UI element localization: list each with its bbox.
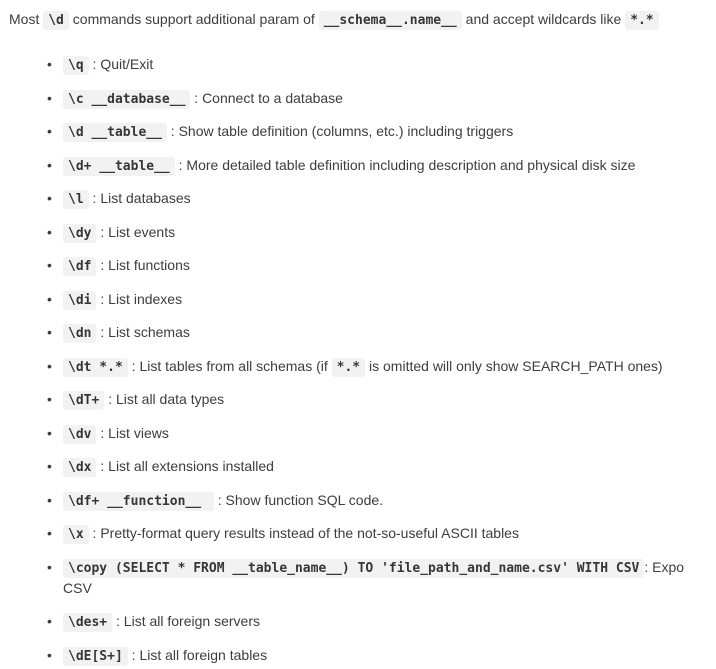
bullet-marker: • [47, 257, 52, 273]
list-item [47, 611, 716, 632]
text-segment: is omitted will only show SEARCH_PATH ones) [365, 357, 663, 374]
inline-code: \dx [63, 458, 96, 477]
inline-code: \des+ [63, 613, 112, 632]
inline-code: \x [63, 525, 89, 544]
text-segment: : Show function SQL code. [213, 491, 384, 508]
list-item [47, 54, 716, 75]
inline-code: *.* [625, 11, 658, 30]
bullet-marker: • [47, 56, 52, 72]
bullet-marker: • [47, 424, 52, 441]
inline-code: \d+ __table__ [63, 157, 175, 176]
bullet-marker: • [47, 223, 52, 240]
text-segment: : Connect to a database [190, 89, 343, 106]
inline-code: \di [63, 291, 96, 310]
list-item [47, 523, 716, 544]
text-segment: : List functions [96, 257, 190, 273]
bullet-marker: • [47, 525, 52, 541]
bullet-marker: • [47, 458, 52, 474]
intro-paragraph [0, 0, 716, 30]
inline-code: __schema__.name__ [319, 11, 462, 30]
text-segment: : List indexes [96, 290, 183, 307]
list-item [47, 490, 716, 511]
bullet-marker: • [47, 357, 52, 374]
inline-code: \dv [63, 425, 96, 444]
bullet-marker: • [47, 391, 52, 407]
inline-code: \dT+ [63, 391, 104, 410]
list-item [47, 121, 716, 142]
inline-code: \df [63, 257, 96, 276]
text-segment: : Pretty-format query results instead of the not-so-useful ASCII tables [88, 525, 519, 541]
bullet-marker: • [47, 324, 52, 340]
inline-code: \q [63, 56, 89, 75]
text-segment: : List all extensions installed [96, 458, 274, 474]
inline-code: \l [63, 190, 89, 209]
inline-code: *.* [332, 358, 365, 377]
text-segment: : More detailed table definition including description and physical disk size [174, 156, 636, 173]
list-item [47, 155, 716, 176]
inline-code: \copy (SELECT * FROM __table_name__) TO 'file_path_and_name.csv' WITH CSV [63, 559, 644, 578]
list-item [47, 456, 716, 477]
list-item [47, 356, 716, 377]
text-segment: CSV [63, 579, 92, 596]
text-segment: : List all data types [104, 391, 225, 407]
list-item [47, 322, 716, 343]
list-item [47, 255, 716, 276]
inline-code: \d [43, 11, 69, 30]
bullet-marker: • [47, 290, 52, 307]
inline-code: \dt *.* [63, 358, 128, 377]
text-segment: : List all foreign servers [112, 613, 260, 629]
text-segment: : List databases [88, 190, 191, 206]
bullet-marker: • [47, 558, 52, 575]
text-segment: : Quit/Exit [88, 56, 154, 72]
text-segment: : List schemas [96, 324, 190, 340]
bullet-marker: • [47, 156, 52, 173]
bullet-marker: • [47, 89, 52, 106]
inline-code: \dE[S+] [63, 647, 128, 666]
list-item [47, 389, 716, 410]
list-item [47, 188, 716, 209]
text-segment: and accept wildcards like [461, 11, 626, 27]
list-item [47, 289, 716, 310]
text-segment: : List tables from all schemas (if [127, 357, 332, 374]
list-item [47, 645, 716, 666]
text-segment: : List all foreign tables [127, 646, 268, 663]
bullet-marker: • [47, 646, 52, 663]
list-item [47, 557, 716, 599]
list-item [47, 222, 716, 243]
bullet-marker: • [47, 123, 52, 139]
text-segment: : List events [96, 223, 176, 240]
inline-code: \dn [63, 324, 96, 343]
inline-code: \c __database__ [63, 90, 190, 109]
list-item [47, 423, 716, 444]
bullet-marker: • [47, 613, 52, 629]
bullet-marker: • [47, 190, 52, 206]
text-segment: : Show table definition (columns, etc.) including triggers [166, 123, 514, 139]
text-segment: : Expo [644, 558, 685, 575]
inline-code: \dy [63, 224, 96, 243]
text-segment: Most [9, 11, 44, 27]
inline-code: \d __table__ [63, 123, 167, 142]
bullet-marker: • [47, 491, 52, 508]
inline-code: \df+ __function__ [63, 492, 214, 511]
text-segment: : List views [96, 424, 169, 441]
command-list [0, 54, 716, 666]
text-segment: commands support additional param of [68, 11, 319, 27]
list-item [47, 88, 716, 109]
